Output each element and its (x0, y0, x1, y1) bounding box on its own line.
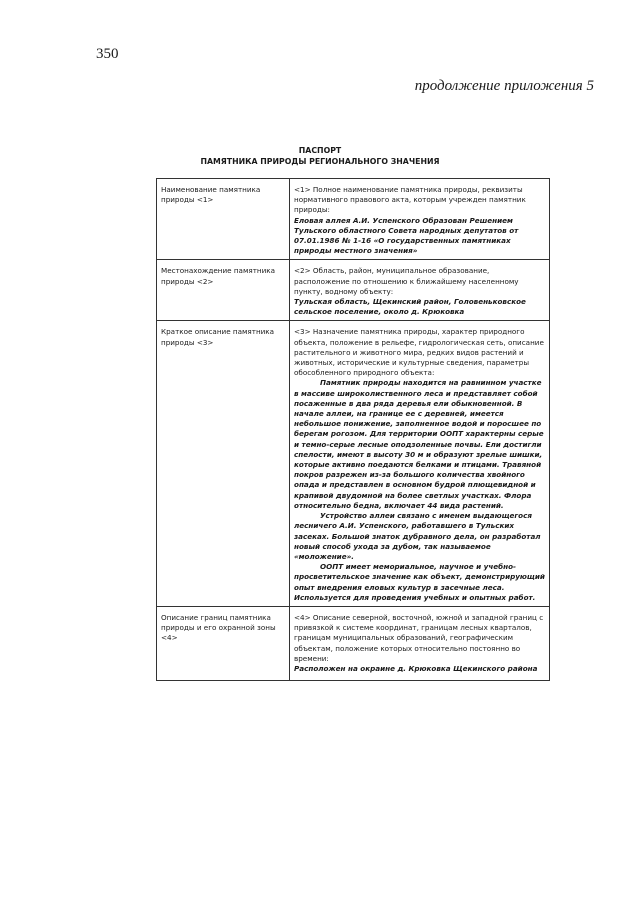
table-row (157, 179, 550, 260)
description-paragraph: Памятник природы находится на равнинном участке в массиве широколиственного леса и представляет собой посаженные в два ряда деревья ели обыкновенной. В начале аллеи, на границе ее с деревней, имеется небольшое понижение, заполненное водой и поросшее по берегам рогозом. Для территории ООПТ характерны серые и темно-серые лесные оподзоленные почвы. Ели достигли спелости, имеют в высоту 30 м и образуют зрелые шишки, которые активно поедаются белками и птицами. Травяной покров разрежен из-за большого количества хвойного опада и представлен в основном будрой плющевидной и крапивой двудомной на более светлых участках. Флора относительно бедна, включает 44 вида растений. (294, 378, 544, 510)
row-label-location: Местонахождение памятника природы <2> (157, 260, 290, 321)
row-value: Тульская область, Щекинский район, Головеньковское сельское поселение, около д. Крюковка (294, 297, 526, 317)
row-label-description: Краткое описание памятника природы <3> (157, 321, 290, 606)
row-intro: <1> Полное наименование памятника природы, реквизиты нормативного правового акта, которым учрежден памятник природы: (294, 185, 526, 215)
page-number: 350 (96, 46, 119, 62)
row-label-boundaries: Описание границ памятника природы и его охранной зоны <4> (157, 606, 290, 680)
row-content-boundaries (290, 606, 550, 680)
table-row (157, 321, 550, 606)
significance-paragraph: ООПТ имеет мемориальное, научное и учебно-просветительское значение как объект, демонстрирующий опыт внедрения еловых культур в засечные леса. Используется для проведения учебных и опытных работ. (294, 562, 545, 602)
row-content-name (290, 179, 550, 260)
title-line-2: ПАМЯТНИКА ПРИРОДЫ РЕГИОНАЛЬНОГО ЗНАЧЕНИЯ (200, 156, 440, 166)
table-row (157, 606, 550, 680)
title-line-1: ПАСПОРТ (298, 146, 342, 155)
appendix-note: продолжение приложения 5 (414, 78, 594, 94)
row-value: Расположен на окраине д. Крюковка Щекинского района (294, 663, 538, 673)
table-row (157, 260, 550, 321)
row-value: Еловая аллея А.И. Успенского Образован Решением Тульского областного Совета народных депутатов от 07.01.1986 № 1-16 «О государственных памятниках природы местного значения» (294, 215, 519, 256)
row-content-description (290, 321, 550, 606)
row-intro: <3> Назначение памятника природы, характер природного объекта, положение в рельефе, гидрологическая сеть, описание растительного и животного мира, редких видов растений и животных, исторические и культурные сведения, параметры обособленного природного объекта: (294, 327, 544, 378)
passport-title (0, 146, 640, 167)
row-intro: <4> Описание северной, восточной, южной и западной границ с привязкой к системе координат, границам лесных кварталов, границам муниципальных образований, географическим объектам, положение которых относительно постоянно во времени: (294, 612, 544, 663)
history-paragraph: Устройство аллеи связано с именем выдающегося лесничего А.И. Успенского, работавшего в Тульских засеках. Большой знаток дубравного дела, он разработал новый способ ухода за дубом, так называемое «моложение». (294, 511, 541, 561)
passport-table (156, 178, 550, 681)
row-intro: <2> Область, район, муниципальное образование, расположение по отношению к ближайшему населенному пункту, водному объекту: (294, 266, 519, 296)
row-label-name: Наименование памятника природы <1> (157, 179, 290, 260)
row-content-location (290, 260, 550, 321)
